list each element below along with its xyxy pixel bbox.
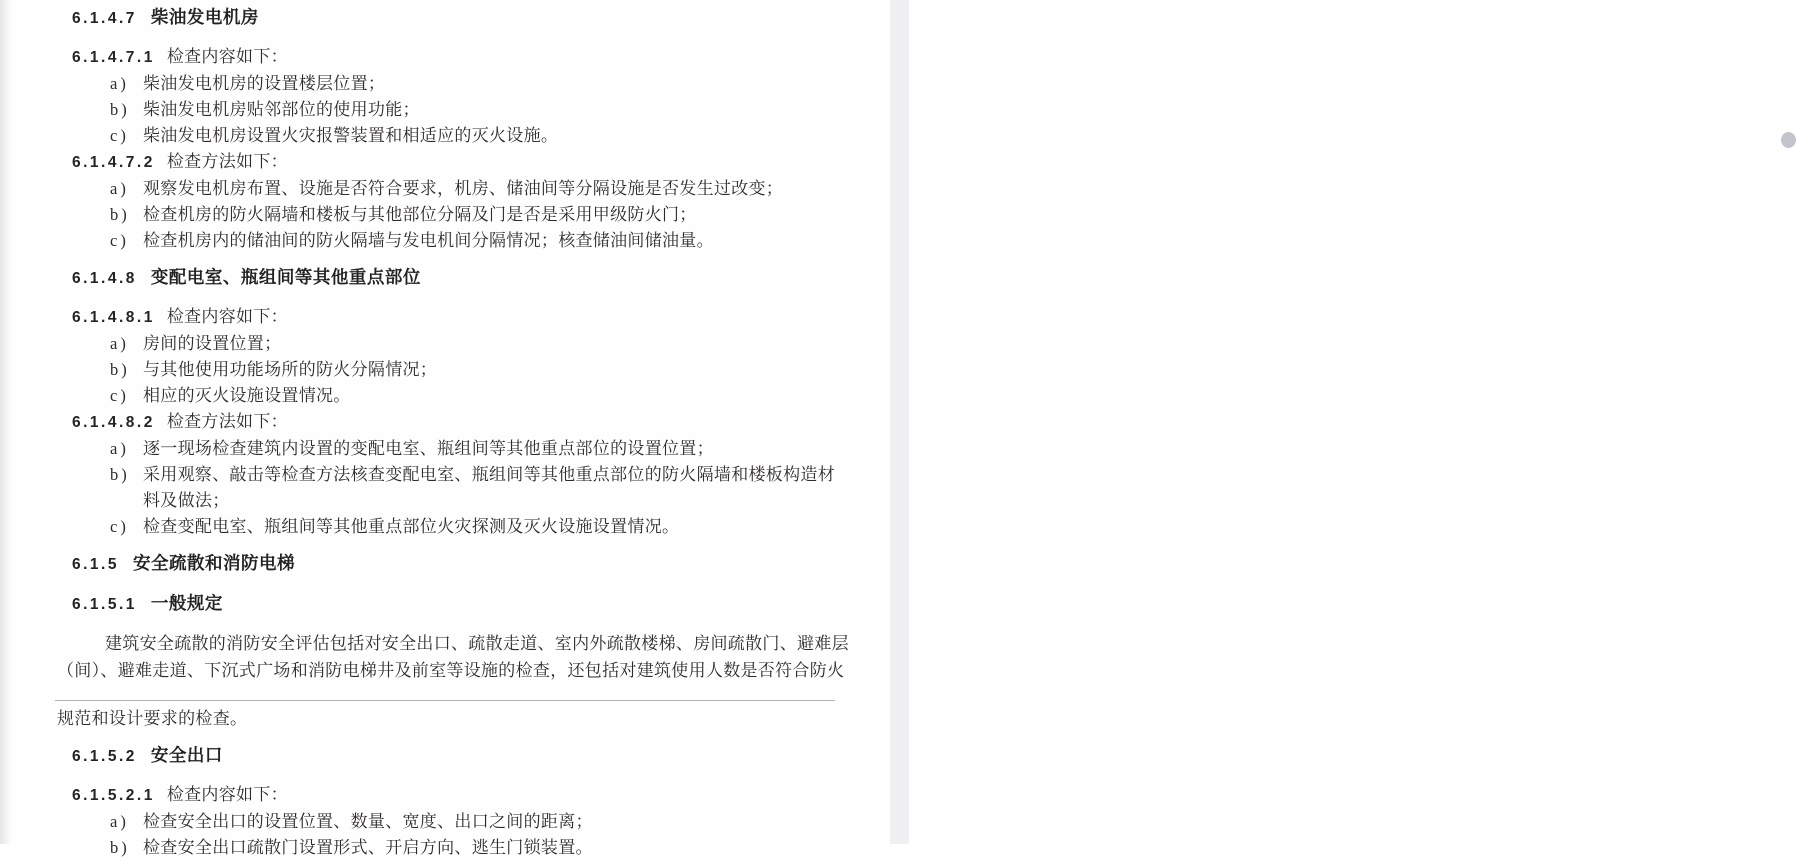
item-text [143,331,832,357]
item-text [143,383,832,409]
item-text [143,436,832,462]
scroll-thumb-dot-icon[interactable] [1781,132,1796,148]
section-title: 柴油发电机房 [150,7,259,27]
item-text [143,462,835,514]
item-label: b) [110,360,130,379]
item-label: a) [110,334,129,353]
item-text [143,835,832,861]
item-label: b) [110,838,130,857]
item-text-line: 检查机房内的储油间的防火隔墙与发电机间分隔情况；核查储油间储油量。 [143,231,714,250]
section-number: 6.1.5.1 [72,596,137,613]
clause-text: 检查内容如下： [166,785,288,804]
item-text-line: 检查变配电室、瓶组间等其他重点部位火灾探测及灭火设施设置情况。 [143,517,680,536]
clause-line [57,44,832,71]
item-text [143,514,832,540]
scrollbar-track[interactable] [890,0,909,844]
item-text [143,123,832,149]
list-item [57,71,832,97]
item-text-line: 观察发电机房布置、设施是否符合要求，机房、储油间等分隔设施是否发生过改变； [143,179,784,198]
section-heading [57,590,832,618]
list-item [57,228,832,254]
item-label: a) [110,74,129,93]
item-text [143,202,832,228]
list-item [57,835,832,861]
paragraph [57,630,849,684]
item-label: a) [110,439,129,458]
item-label: c) [110,126,129,145]
page-separator [55,700,835,701]
item-text-line: 柴油发电机房设置火灾报警装置和相适应的灭火设施。 [143,126,559,145]
list-item [57,436,832,462]
list-item [57,357,832,383]
section-heading [57,4,832,32]
item-text [143,357,832,383]
clause-number: 6.1.5.2.1 [72,787,155,804]
item-text-line: 检查安全出口的设置位置、数量、宽度、出口之间的距离； [143,812,593,831]
paragraph-line: 建筑安全疏散的消防安全评估包括对安全出口、疏散走道、室内外疏散楼梯、房间疏散门、避难层 [105,634,849,653]
list-item [57,809,832,835]
item-text [143,71,832,97]
list-item [57,331,832,357]
section-number: 6.1.4.7 [72,10,137,27]
item-label: b) [110,100,130,119]
list-item [57,97,832,123]
item-text-line: 与其他使用功能场所的防火分隔情况； [143,360,438,379]
section-number: 6.1.4.8 [72,270,137,287]
paragraph-line: 规范和设计要求的检查。 [57,709,248,728]
clause-line [57,782,832,809]
item-label: c) [110,517,129,536]
clause-line [57,149,832,176]
clause-number: 6.1.4.7.2 [72,154,155,171]
clause-text: 检查方法如下： [166,412,288,431]
item-label: b) [110,205,130,224]
clause-number: 6.1.4.8.1 [72,309,155,326]
section-number: 6.1.5 [72,556,119,573]
list-item [57,123,832,149]
section-heading [57,264,832,292]
list-item [57,176,832,202]
clause-line [57,409,832,436]
item-text [143,228,832,254]
clause-line [57,304,832,331]
clause-number: 6.1.4.8.2 [72,414,155,431]
section-heading [57,742,832,770]
list-item [57,514,832,540]
item-text-line: 逐一现场检查建筑内设置的变配电室、瓶组间等其他重点部位的设置位置； [143,439,714,458]
item-text-line: 相应的灭火设施设置情况。 [143,386,351,405]
section-title: 变配电室、瓶组间等其他重点部位 [150,267,421,287]
item-label: a) [110,179,129,198]
item-text [143,809,832,835]
section-title: 安全出口 [150,745,223,765]
item-text-line: 柴油发电机房贴邻部位的使用功能； [143,100,420,119]
item-label: c) [110,386,129,405]
item-text [143,97,832,123]
list-item [57,383,832,409]
paragraph [57,705,832,732]
clause-text: 检查内容如下： [166,47,288,66]
item-text [143,176,832,202]
document-page [0,0,890,857]
item-text-line: 房间的设置位置； [143,334,282,353]
section-heading [57,550,832,578]
section-number: 6.1.5.2 [72,748,137,765]
item-label: c) [110,231,129,250]
section-title: 安全疏散和消防电梯 [132,553,295,573]
section-title: 一般规定 [150,593,223,613]
item-text-line: 检查机房的防火隔墙和楼板与其他部位分隔及门是否是采用甲级防火门； [143,205,697,224]
clause-number: 6.1.4.7.1 [72,49,155,66]
paragraph-line: （间）、避难走道、下沉式广场和消防电梯井及前室等设施的检查，还包括对建筑使用人数是否符合防火 [57,661,845,680]
list-item [57,462,835,514]
list-item [57,202,832,228]
item-label: a) [110,812,129,831]
clause-text: 检查内容如下： [166,307,288,326]
item-text-line: 检查安全出口疏散门设置形式、开启方向、逃生门锁装置。 [143,838,593,857]
item-text-line: 料及做法； [143,491,230,510]
item-text-line: 采用观察、敲击等检查方法核查变配电室、瓶组间等其他重点部位的防火隔墙和楼板构造材 [143,465,835,484]
item-label: b) [110,465,130,484]
item-text-line: 柴油发电机房的设置楼层位置； [143,74,386,93]
clause-text: 检查方法如下： [166,152,288,171]
